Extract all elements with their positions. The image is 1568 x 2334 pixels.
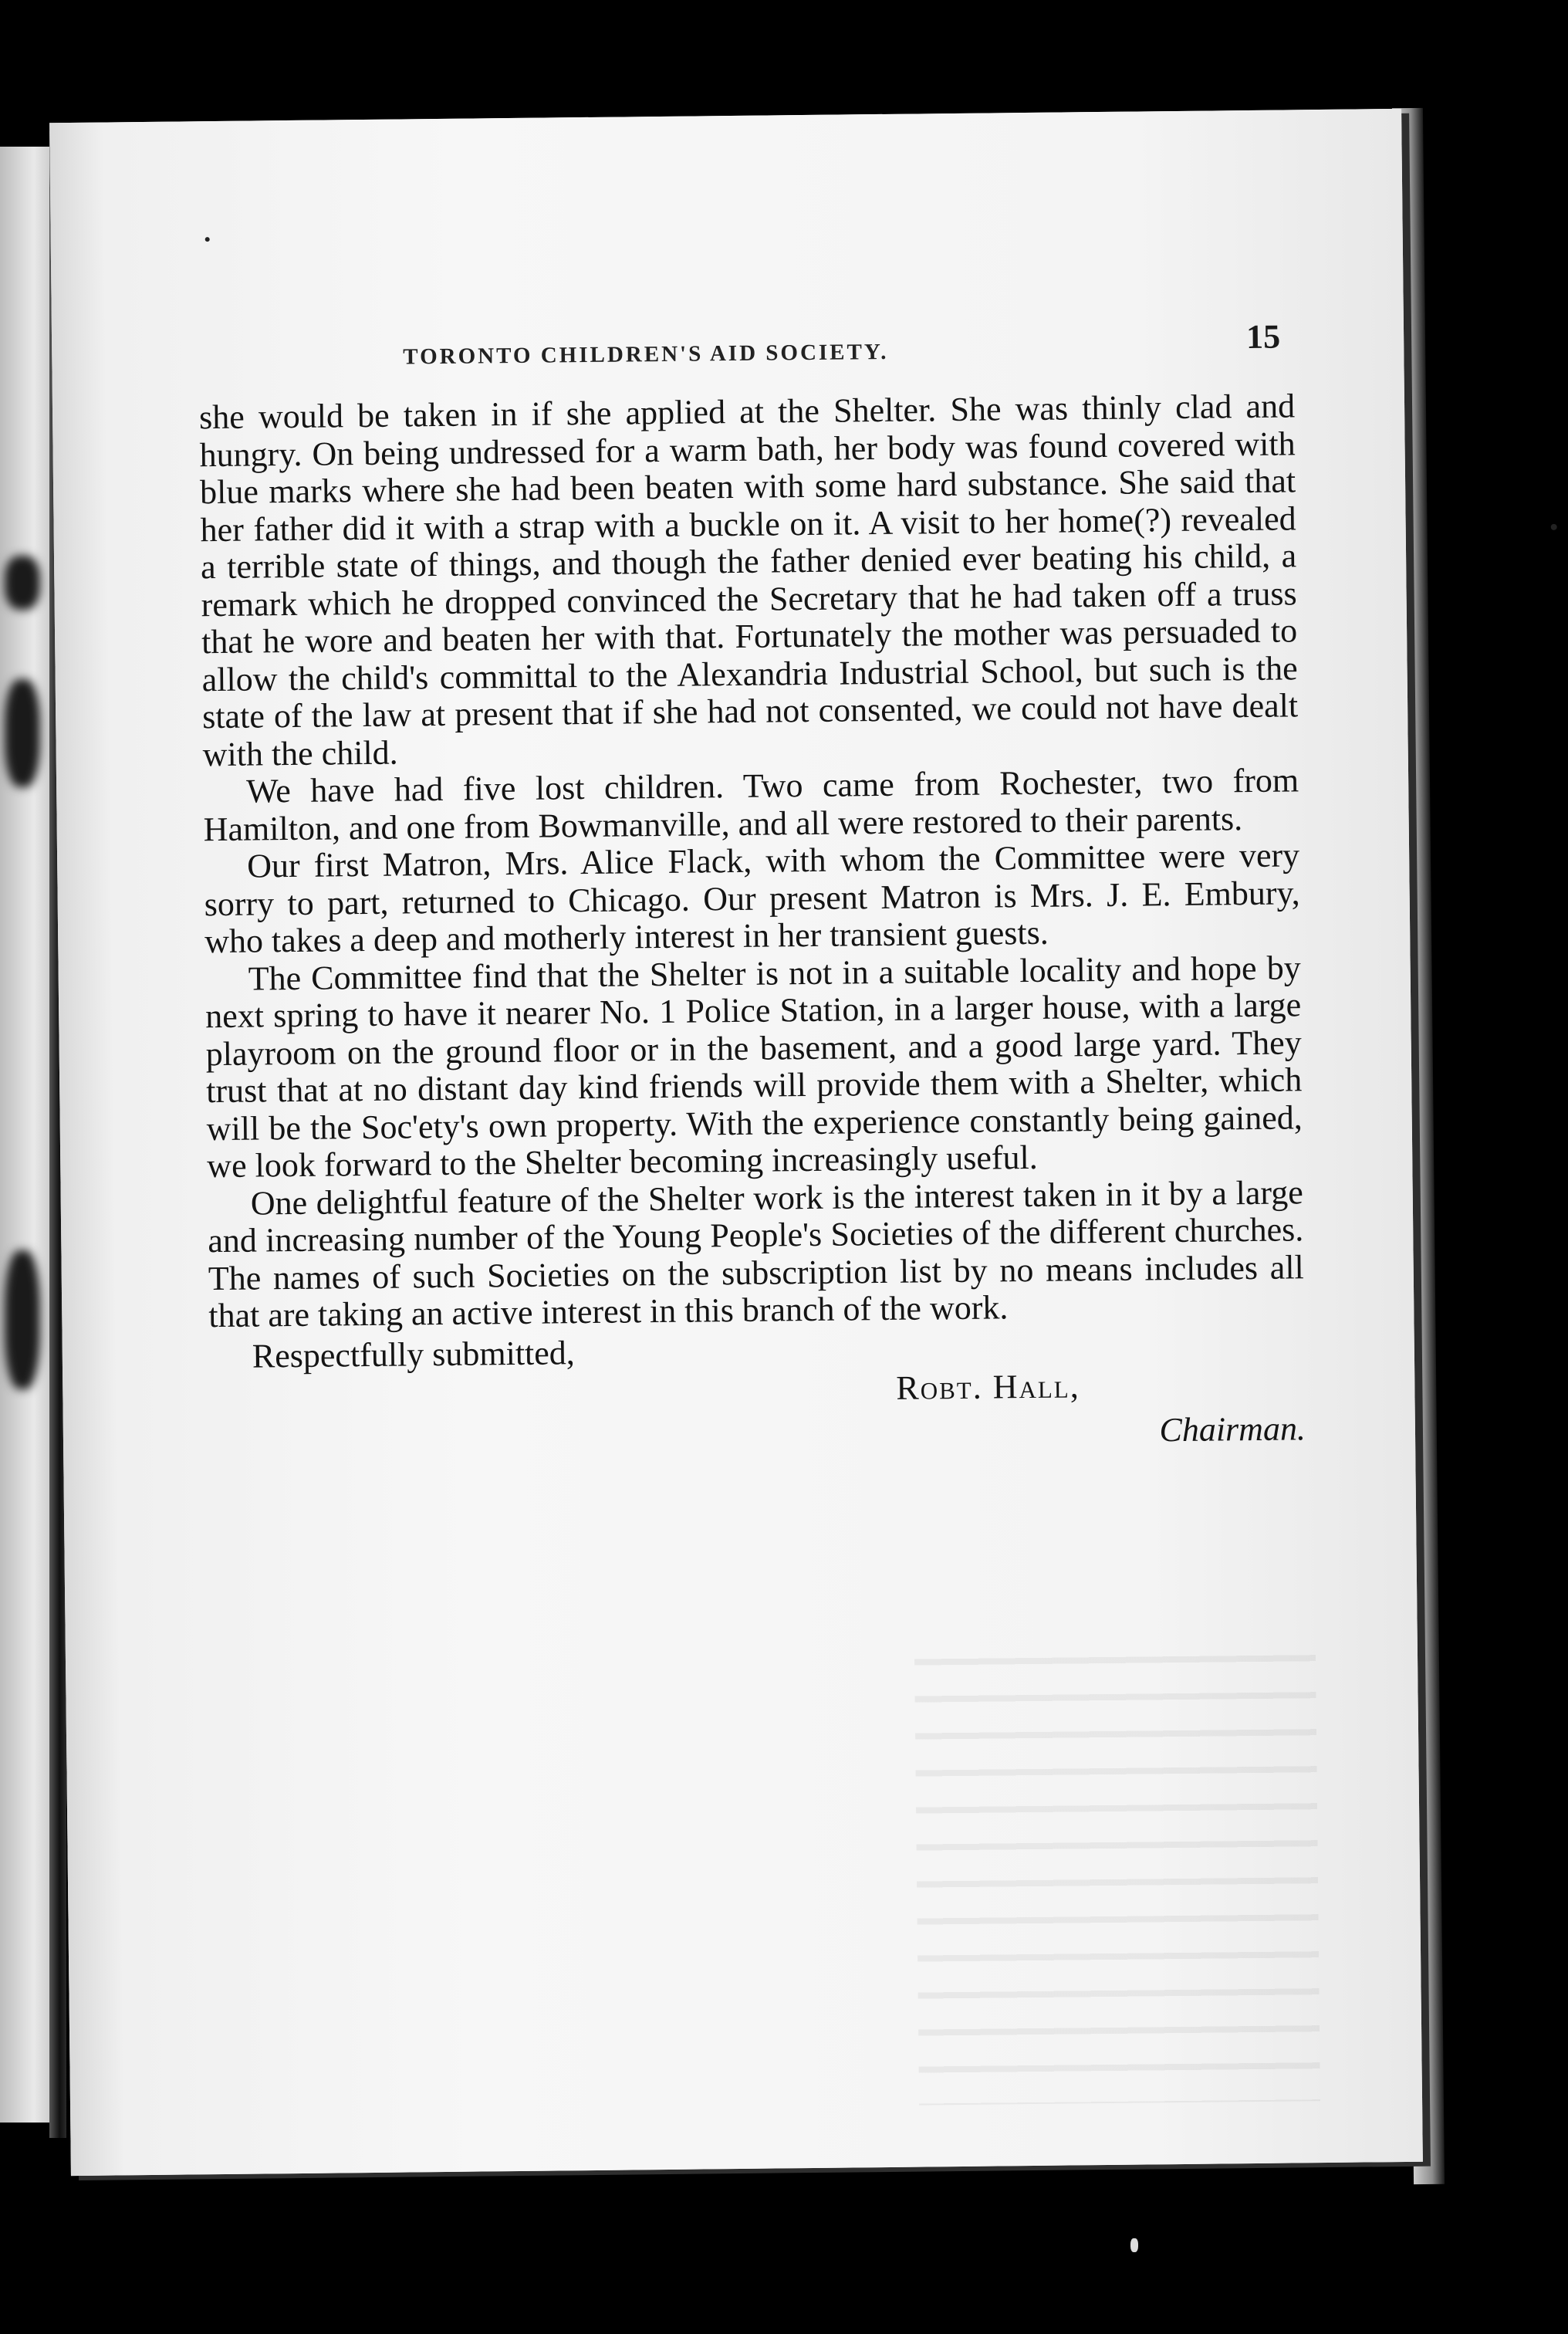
speck	[1551, 524, 1557, 530]
speck	[205, 237, 210, 242]
paragraph: One delightful feature of the Shelter work is the interest taken in it by a large and increasing number of the Young People's Societies of the different churches. The names of such Societies on the subscription list by no means includes all that are taking an active interest in this branch of the work.	[208, 1172, 1304, 1335]
paragraph: The Committee find that the Shelter is not in a suitable locality and hope by next spring to have it nearer No. 1 Police Station, in a larger house, with a large playroom on the ground floor or in the basement, and a good large yard. They trust that at no distant day kind friends will provide them with a Shelter, which will be the Soc'ety's own property. With the experience constantly being gained, we look forward to the Shelter becoming increasingly useful.	[204, 948, 1303, 1186]
binding-mark	[5, 556, 40, 610]
page-header	[198, 318, 1295, 399]
text-block	[198, 318, 1306, 1469]
signer-role: Chairman.	[1159, 1409, 1306, 1449]
paragraph: Our first Matron, Mrs. Alice Flack, with whom the Committee were very sorry to part, returned to Chicago. Our present Matron is Mrs. J. E. Embury, who takes a deep and motherly interest in her transient guests.	[204, 836, 1300, 961]
signer-name: Robt. Hall,	[896, 1366, 1080, 1407]
binding-mark	[5, 679, 40, 787]
closing-block	[209, 1327, 1306, 1470]
running-head: TORONTO CHILDREN'S AID SOCIETY.	[403, 339, 889, 370]
dust-speck	[1130, 2238, 1138, 2252]
paragraph: she would be taken in if she applied at the Shelter. She was thinly clad and hungry. On being undressed for a warm bath, her body was found covered with blue marks where she had been beaten with some hard substance. She said that her father did it with a strap with a buckle on it. A visit to her home(?) revealed a terrible state of things, and though the father denied ever beating his child, a remark which he dropped convinced the Secretary that he had taken off a truss that he wore and beaten her with that. Fortunately the mother was persuaded to allow the child's committal to the Alexandria Industrial School, but such is the state of the law at present that if she had not consented, we could not have dealt with the child.	[198, 387, 1299, 773]
book-page	[49, 109, 1423, 2176]
binding-mark	[5, 1250, 40, 1389]
salutation: Respectfully submitted,	[252, 1333, 576, 1375]
page-number: 15	[1245, 317, 1281, 357]
show-through	[914, 1638, 1320, 2105]
paragraph: We have had five lost children. Two came from Rochester, two from Hamilton, and one from Bowmanville, and all were restored to their parents.	[203, 761, 1299, 848]
